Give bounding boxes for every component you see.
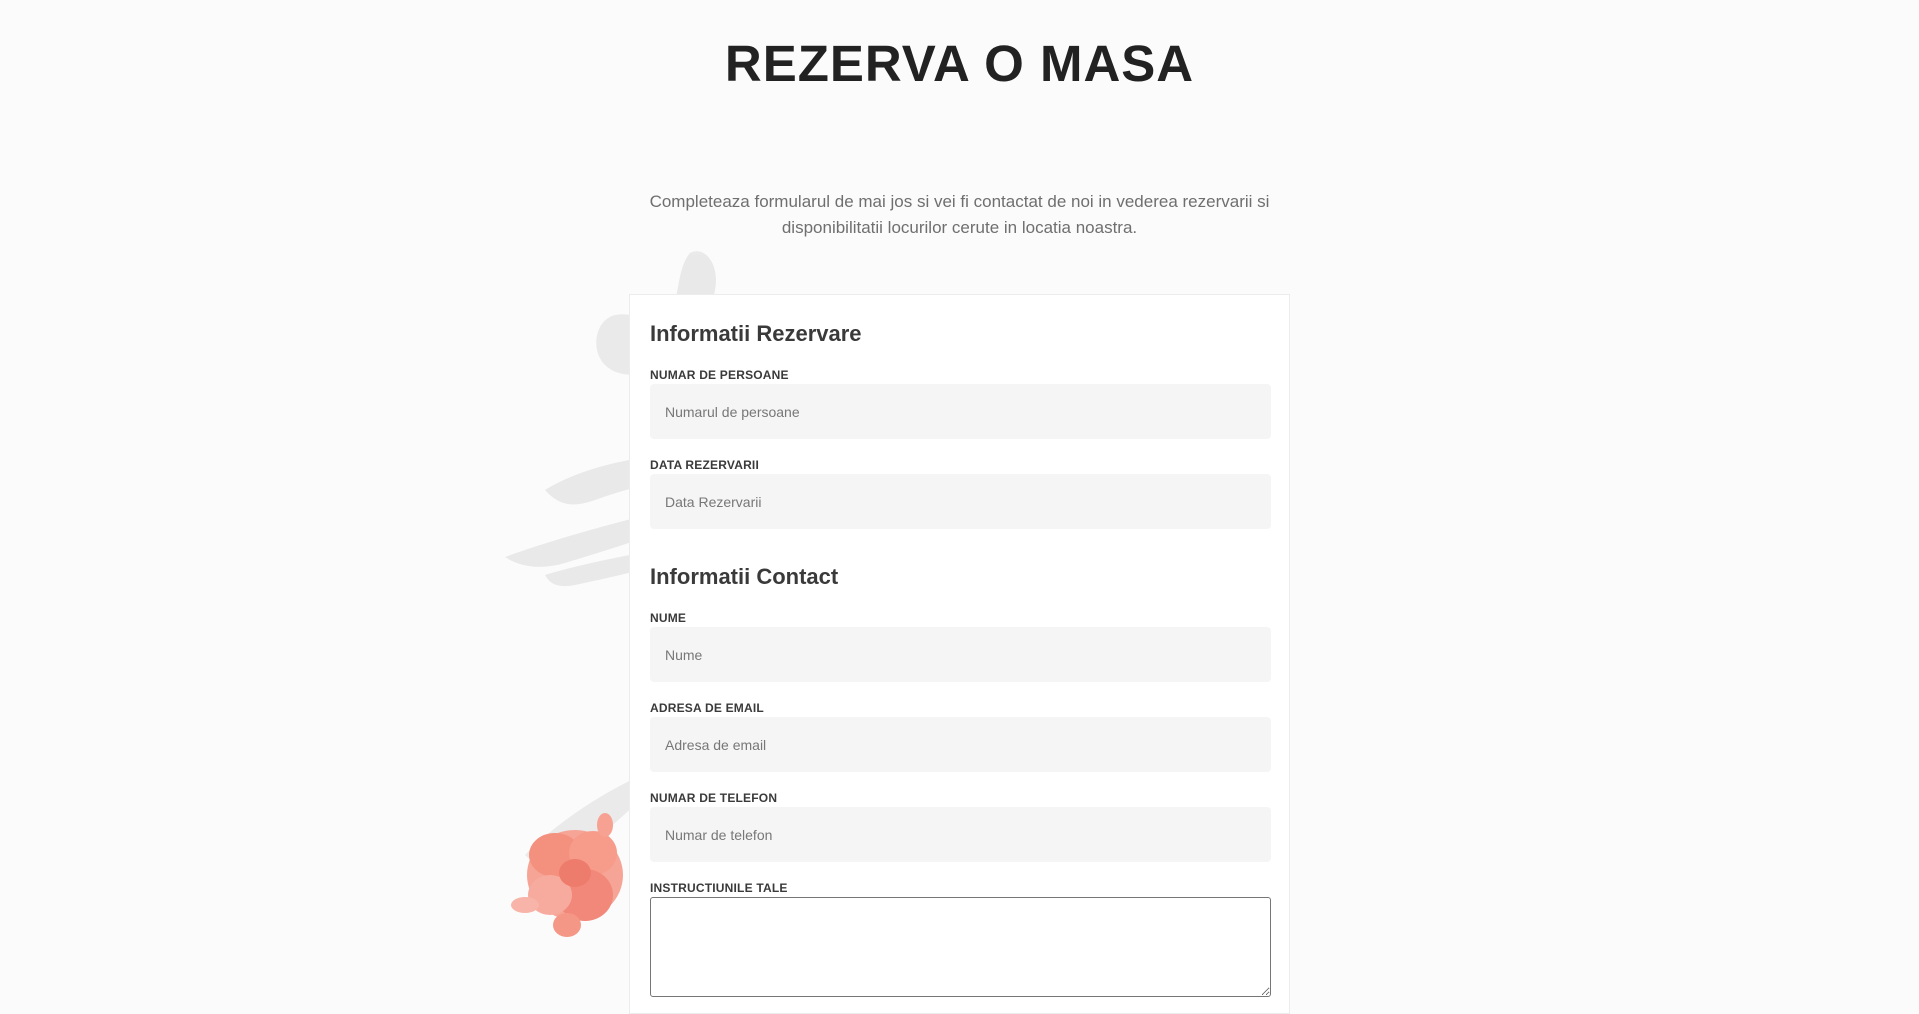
guests-input[interactable] [650, 384, 1271, 439]
email-input[interactable] [650, 717, 1271, 772]
name-label: NUME [650, 611, 687, 625]
instructions-label: INSTRUCTIUNILE TALE [650, 881, 788, 895]
flower-icon [505, 795, 645, 955]
intro-text: Completeaza formularul de mai jos si vei fi contactat de noi in vederea rezervarii si disponibilitatii locurilor cerute in locatia noastra. [649, 192, 1270, 237]
contact-info-heading: Informatii Contact [650, 564, 839, 589]
email-label: ADRESA DE EMAIL [650, 701, 764, 715]
instructions-textarea[interactable] [650, 897, 1271, 997]
reservation-info-heading: Informatii Rezervare [650, 321, 862, 346]
guests-label: NUMAR DE PERSOANE [650, 368, 789, 382]
date-label: DATA REZERVARII [650, 458, 760, 472]
phone-input[interactable] [650, 807, 1271, 862]
name-input[interactable] [650, 627, 1271, 682]
date-input[interactable] [650, 474, 1271, 529]
page-title: REZERVA O MASA [724, 35, 1195, 92]
reservation-form [629, 294, 1290, 1014]
phone-label: NUMAR DE TELEFON [650, 791, 778, 805]
